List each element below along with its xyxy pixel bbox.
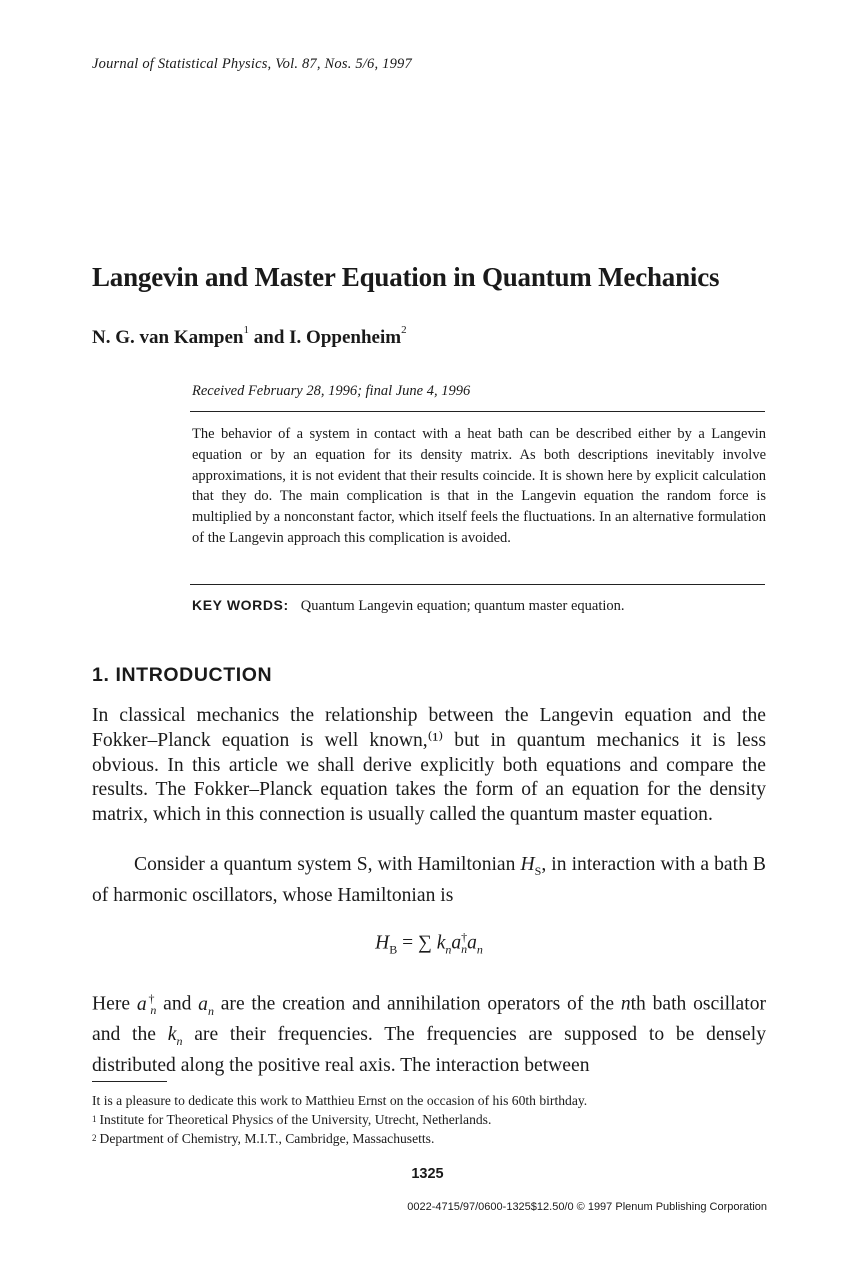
copyright-line: 0022-4715/97/0600-1325$12.50/0 © 1997 Plenum Publishing Corporation [407,1201,767,1213]
author-separator: and [249,327,290,348]
paragraph-text: Consider a quantum system S, with Hamiltonian [134,854,521,875]
paragraph-text: , in interaction with a bath B of harmonic oscillators, whose Hamiltonian is [92,854,766,906]
math-inline: n [620,993,631,1015]
section-heading: 1. INTRODUCTION [92,664,273,686]
keywords-label: KEY WORDS: [192,597,289,613]
paragraph-text: and [156,993,199,1015]
author-name: I. Oppenheim [289,327,402,348]
journal-citation: Journal of Statistical Physics, Vol. 87, Nos. 5/6, 1997 [92,56,412,72]
abstract-bottom-rule [190,584,765,585]
footnote-text: Institute for Theoretical Physics of the University, Utrecht, Netherlands. [99,1112,492,1127]
paragraph-text: Here [92,993,137,1015]
paragraph-text: are their frequencies. The frequencies are supposed to be densely distributed along the positive real axis. The interaction between [92,1024,766,1076]
keywords-text: Quantum Langevin equation; quantum master equation. [300,598,625,614]
keywords [192,597,625,615]
affiliation-mark: 1 [243,324,249,336]
received-dates: Received February 28, 1996; final June 4, 1996 [192,383,471,399]
page-number: 1325 [411,1166,444,1182]
math-inline: $a^\dagger_n$ [136,991,157,1018]
paragraph-text: th bath oscillator and the [92,993,767,1046]
paragraph: In classical mechanics the relationship between the Langevin equation and the Fokker–Planck equation is well known,⁽¹⁾ but in quantum mechanics it is less obvious. In this article we shall derive explicitly both equations and compare the results. The Fokker–Planck equation takes the form of an equation for the density matrix, which in this connection is usually called the quantum master equation. [92,705,766,826]
math-inline: $k_n$ [167,1024,183,1049]
footnote-1 [92,1110,782,1129]
footnote-dedication: It is a pleasure to dedicate this work to Matthieu Ernst on the occasion of his 60th birthday. [92,1093,588,1108]
paragraph [92,986,766,1079]
abstract-top-rule [190,411,765,412]
author-line [92,324,407,349]
footnote-text: Department of Chemistry, M.I.T., Cambridge, Massachusetts. [99,1131,435,1146]
paragraph [92,853,766,909]
paragraph-text: are the creation and annihilation operators of the [213,993,621,1015]
author-name: N. G. van Kampen [92,327,244,348]
footnote-mark: 2 [92,1133,97,1143]
footnote-2 [92,1129,782,1148]
paper-title: Langevin and Master Equation in Quantum Mechanics [92,262,720,292]
footnote-rule [92,1081,167,1082]
footnote-mark: 1 [92,1114,97,1124]
equation-bath-hamiltonian: $H_B$ = ∑ $k_na^\dagger_na_n$ [375,930,483,957]
footnotes [92,1091,782,1148]
math-inline: $H_S$ [520,854,542,878]
affiliation-mark: 2 [401,324,407,336]
abstract: The behavior of a system in contact with a heat bath can be described either by a Langevin equation or by an equation for its density matrix. As both descriptions inevitably involve approximations, it is not evident that their results coincide. It is shown here by explicit calculation that they do. The main complication is that in the Langevin equation the random force is multiplied by a nonconstant factor, which itself feels the fluctuations. In an alternative formulation of the Langevin approach this complication is avoided. [192,426,766,546]
math-inline: $a_n$ [198,993,214,1018]
